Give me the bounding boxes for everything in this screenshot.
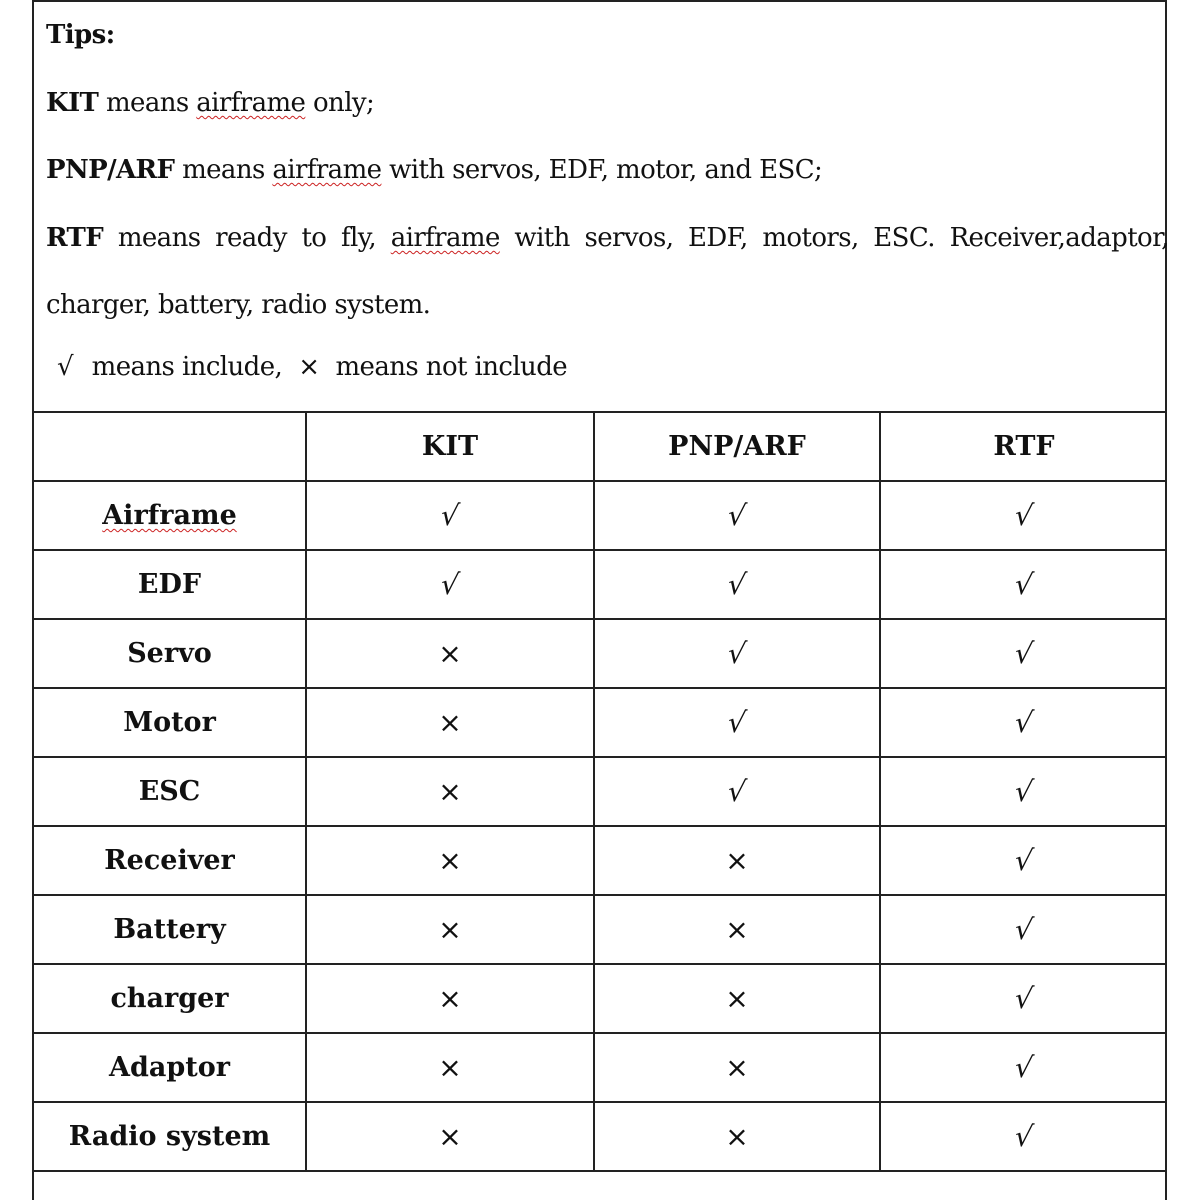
inclusion-cell [880,964,1167,1033]
tips-section [46,2,1169,411]
table-row [34,550,1167,619]
feature-label: Servo [34,619,306,688]
inclusion-cell [306,619,594,688]
feature-label: Radio system [34,1102,306,1171]
feature-label-text: Airframe [102,500,237,531]
inclusion-cell [306,757,594,826]
feature-label: Battery [34,895,306,964]
corner-cell [34,412,306,481]
cross-icon: × [438,637,462,670]
pnp-definition: PNP/ARF means airframe with servos, EDF, motor, and ESC; [46,155,823,185]
inclusion-cell [594,1033,880,1102]
cross-icon: × [725,1120,749,1153]
tips-heading: Tips: [46,20,115,50]
check-icon: √ [438,568,462,601]
check-icon: √ [1012,1120,1036,1153]
rtf-term: RTF [46,223,104,253]
rtf-definition-continued: charger, battery, radio system. [46,290,431,320]
feature-label: EDF [34,550,306,619]
inclusion-cell [306,895,594,964]
check-icon: √ [725,499,749,532]
check-icon: √ [1012,913,1036,946]
feature-label: Motor [34,688,306,757]
check-icon: √ [725,775,749,808]
inclusion-cell [306,826,594,895]
inclusion-cell [880,550,1167,619]
inclusion-cell [306,1033,594,1102]
table-row [34,895,1167,964]
inclusion-cell [880,757,1167,826]
check-icon: √ [725,706,749,739]
inclusion-cell [880,1102,1167,1171]
check-icon: √ [1012,1051,1036,1084]
inclusion-cell [880,826,1167,895]
feature-label: ESC [34,757,306,826]
inclusion-cell [306,964,594,1033]
document-frame [32,0,1167,1200]
cross-icon: × [725,982,749,1015]
table-header-row [34,412,1167,481]
legend-cross-text: means not include [335,352,568,382]
table-row [34,757,1167,826]
check-icon: √ [1012,706,1036,739]
cross-icon: × [298,352,320,382]
table-row [34,481,1167,550]
cross-icon: × [725,913,749,946]
inclusion-cell [594,619,880,688]
check-icon: √ [1012,982,1036,1015]
kit-definition: KIT means airframe only; [46,88,375,118]
cross-icon: × [438,706,462,739]
inclusion-cell [594,481,880,550]
inclusion-cell [880,619,1167,688]
feature-label: Receiver [34,826,306,895]
rtf-definition: RTF means ready to fly, airframe with servos, EDF, motors, ESC. Receiver,adaptor, [46,223,1169,253]
cross-icon: × [438,982,462,1015]
inclusion-cell [594,1102,880,1171]
table-row [34,1102,1167,1171]
check-icon: √ [1012,499,1036,532]
inclusion-cell [306,550,594,619]
inclusion-cell [594,757,880,826]
feature-label: Adaptor [34,1033,306,1102]
pnp-term: PNP/ARF [46,155,175,185]
inclusion-cell [594,826,880,895]
inclusion-table [34,411,1167,1172]
inclusion-cell [594,688,880,757]
cross-icon: × [438,775,462,808]
cross-icon: × [438,913,462,946]
kit-term: KIT [46,88,99,118]
cross-icon: × [438,844,462,877]
inclusion-cell [880,1033,1167,1102]
cross-icon: × [438,1051,462,1084]
check-icon: √ [438,499,462,532]
feature-label: charger [34,964,306,1033]
table-row [34,619,1167,688]
cross-icon: × [725,1051,749,1084]
check-icon: √ [57,352,73,382]
table-row [34,826,1167,895]
inclusion-cell [880,895,1167,964]
inclusion-cell [594,964,880,1033]
check-icon: √ [1012,568,1036,601]
feature-label [34,481,306,550]
table-body [34,481,1167,1171]
cross-icon: × [438,1120,462,1153]
column-header-rtf: RTF [880,412,1167,481]
column-header-pnp-arf: PNP/ARF [594,412,880,481]
table-row [34,688,1167,757]
inclusion-cell [306,481,594,550]
check-icon: √ [1012,775,1036,808]
table-row [34,964,1167,1033]
check-icon: √ [1012,637,1036,670]
cross-icon: × [725,844,749,877]
inclusion-cell [594,550,880,619]
inclusion-cell [306,1102,594,1171]
column-header-kit: KIT [306,412,594,481]
check-icon: √ [1012,844,1036,877]
inclusion-cell [594,895,880,964]
inclusion-cell [306,688,594,757]
check-icon: √ [725,568,749,601]
legend-check-text: means include, [91,352,283,382]
inclusion-cell [880,688,1167,757]
inclusion-cell [880,481,1167,550]
check-icon: √ [725,637,749,670]
table-row [34,1033,1167,1102]
legend [46,352,567,382]
